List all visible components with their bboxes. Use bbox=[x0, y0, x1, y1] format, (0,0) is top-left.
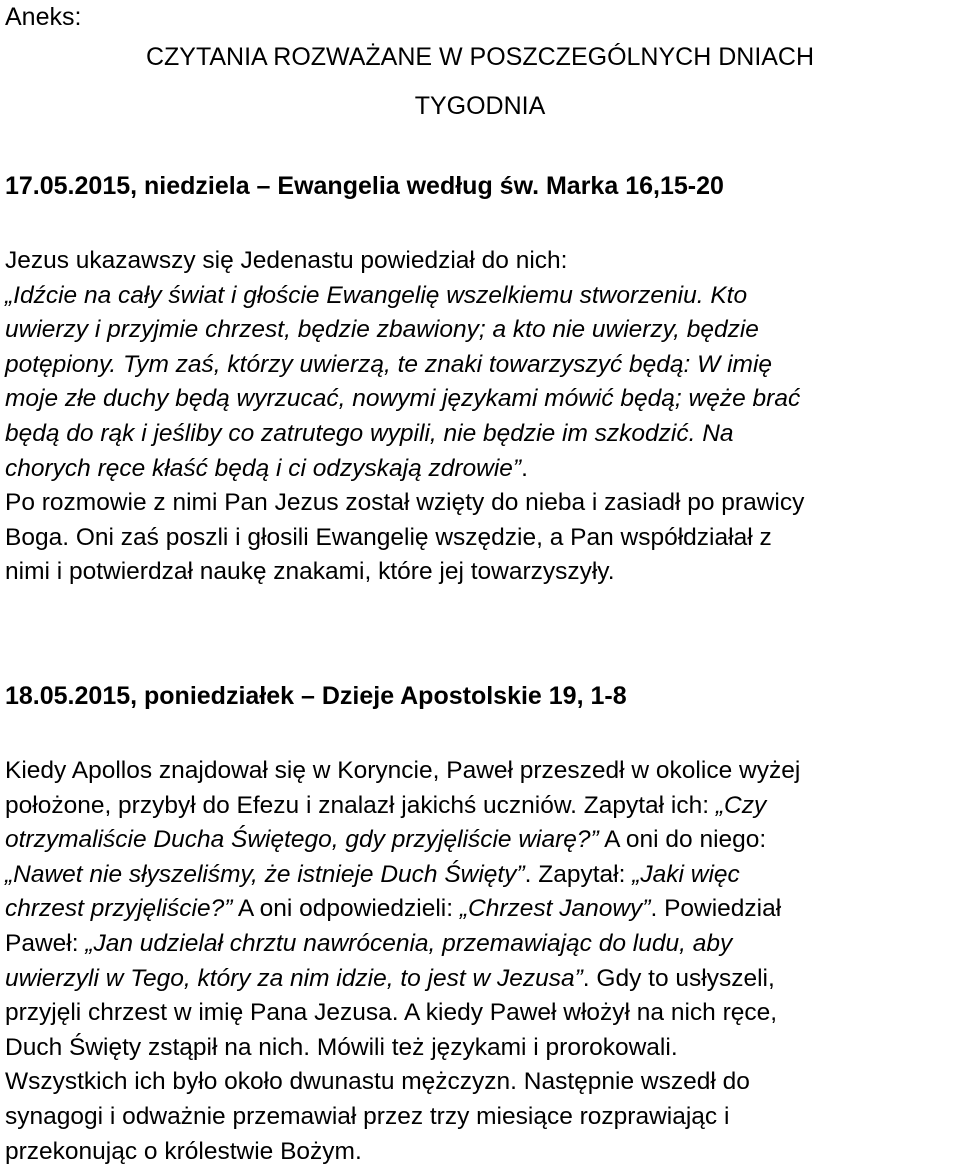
reading-1-heading: 17.05.2015, niedziela – Ewangelia według św. Marka 16,15-20 bbox=[5, 172, 724, 200]
passage-line bbox=[5, 382, 957, 417]
text-run: „Chrzest Janowy” bbox=[459, 895, 651, 923]
passage-line bbox=[5, 892, 957, 927]
text-run: Duch Święty zstąpił na nich. Mówili też językami i prorokowali. bbox=[5, 1033, 678, 1061]
text-run: moje złe duchy będą wyrzucać, nowymi językami mówić będą; węże brać bbox=[5, 385, 801, 413]
text-run: . bbox=[521, 454, 528, 482]
text-run: Paweł: bbox=[5, 929, 86, 957]
text-run: będą do rąk i jeśliby co zatrutego wypili, nie będzie im szkodzić. Na bbox=[5, 419, 734, 447]
text-run: położone, przybył do Efezu i znalazł jakichś uczniów. Zapytał ich: bbox=[5, 791, 716, 819]
passage-line bbox=[5, 1065, 957, 1100]
annex-label: Aneks: bbox=[5, 3, 82, 31]
text-run: „Jan udzielał chrztu nawrócenia, przemawiając do ludu, aby bbox=[85, 929, 733, 957]
passage-line bbox=[5, 927, 957, 962]
text-run: „Jaki więc bbox=[632, 860, 740, 888]
passage-line bbox=[5, 996, 957, 1031]
passage-line bbox=[5, 858, 957, 893]
text-run: Boga. Oni zaś poszli i głosili Ewangelię wszędzie, a Pan współdziałał z bbox=[5, 523, 772, 551]
text-run: . Powiedział bbox=[650, 895, 782, 923]
passage-line bbox=[5, 962, 957, 997]
text-run: „Nawet nie słyszeliśmy, że istnieje Duch Święty” bbox=[5, 860, 525, 888]
document-title-line-1: CZYTANIA ROZWAŻANE W POSZCZEGÓLNYCH DNIACH bbox=[145, 43, 815, 71]
passage-line bbox=[5, 486, 957, 521]
text-run: chorych ręce kłaść będą i ci odzyskają zdrowie” bbox=[5, 454, 522, 482]
passage-line bbox=[5, 348, 957, 383]
text-run: A oni odpowiedzieli: bbox=[232, 895, 460, 923]
passage-line bbox=[5, 521, 957, 556]
text-run: otrzymaliście Ducha Świętego, gdy przyjęliście wiarę?” bbox=[5, 826, 599, 854]
text-run: przekonując o królestwie Bożym. bbox=[5, 1137, 362, 1165]
text-run: . Zapytał: bbox=[524, 860, 633, 888]
text-run: Kiedy Apollos znajdował się w Koryncie, Paweł przeszedł w okolice wyżej bbox=[5, 757, 801, 784]
document-title-line-2: TYGODNIA bbox=[414, 92, 546, 120]
text-run: synagogi i odważnie przemawiał przez trzy miesiące rozprawiając i bbox=[5, 1102, 730, 1130]
reading-2-heading: 18.05.2015, poniedziałek – Dzieje Apostolskie 19, 1-8 bbox=[5, 682, 627, 710]
text-run: Wszystkich ich było około dwunastu mężczyzn. Następnie wszedł do bbox=[5, 1068, 750, 1096]
passage-line bbox=[5, 823, 957, 858]
text-run: A oni do niego: bbox=[598, 826, 767, 854]
passage-line bbox=[5, 555, 957, 590]
text-run: Po rozmowie z nimi Pan Jezus został wzięty do nieba i zasiadł po prawicy bbox=[5, 489, 805, 517]
text-run: chrzest przyjęliście?” bbox=[5, 895, 233, 923]
text-run: potępiony. Tym zaś, którzy uwierzą, te znaki towarzyszyć będą: W imię bbox=[5, 350, 773, 378]
text-run: „Idźcie na cały świat i głoście Ewangelię wszelkiemu stworzeniu. Kto bbox=[5, 281, 748, 309]
passage-line bbox=[5, 244, 957, 279]
passage-line bbox=[5, 1031, 957, 1066]
reading-1-passage bbox=[5, 244, 957, 590]
text-run: uwierzyli w Tego, który za nim idzie, to jest w Jezusa” bbox=[5, 964, 583, 992]
passage-line bbox=[5, 279, 957, 314]
text-run: przyjęli chrzest w imię Pana Jezusa. A kiedy Paweł włożył na nich ręce, bbox=[5, 999, 778, 1027]
passage-line bbox=[5, 1100, 957, 1135]
passage-line bbox=[5, 789, 957, 824]
passage-line bbox=[5, 417, 957, 452]
passage-line bbox=[5, 452, 957, 487]
text-run: nimi i potwierdzał naukę znakami, które jej towarzyszyły. bbox=[5, 558, 615, 586]
passage-line bbox=[5, 1135, 957, 1169]
passage-line bbox=[5, 313, 957, 348]
reading-2-passage bbox=[5, 754, 957, 1169]
text-run: uwierzy i przyjmie chrzest, będzie zbawiony; a kto nie uwierzy, będzie bbox=[5, 316, 759, 344]
text-run: . Gdy to usłyszeli, bbox=[582, 964, 775, 992]
passage-line bbox=[5, 754, 957, 789]
text-run: „Czy bbox=[715, 791, 767, 819]
text-run: Jezus ukazawszy się Jedenastu powiedział do nich: bbox=[5, 247, 568, 274]
